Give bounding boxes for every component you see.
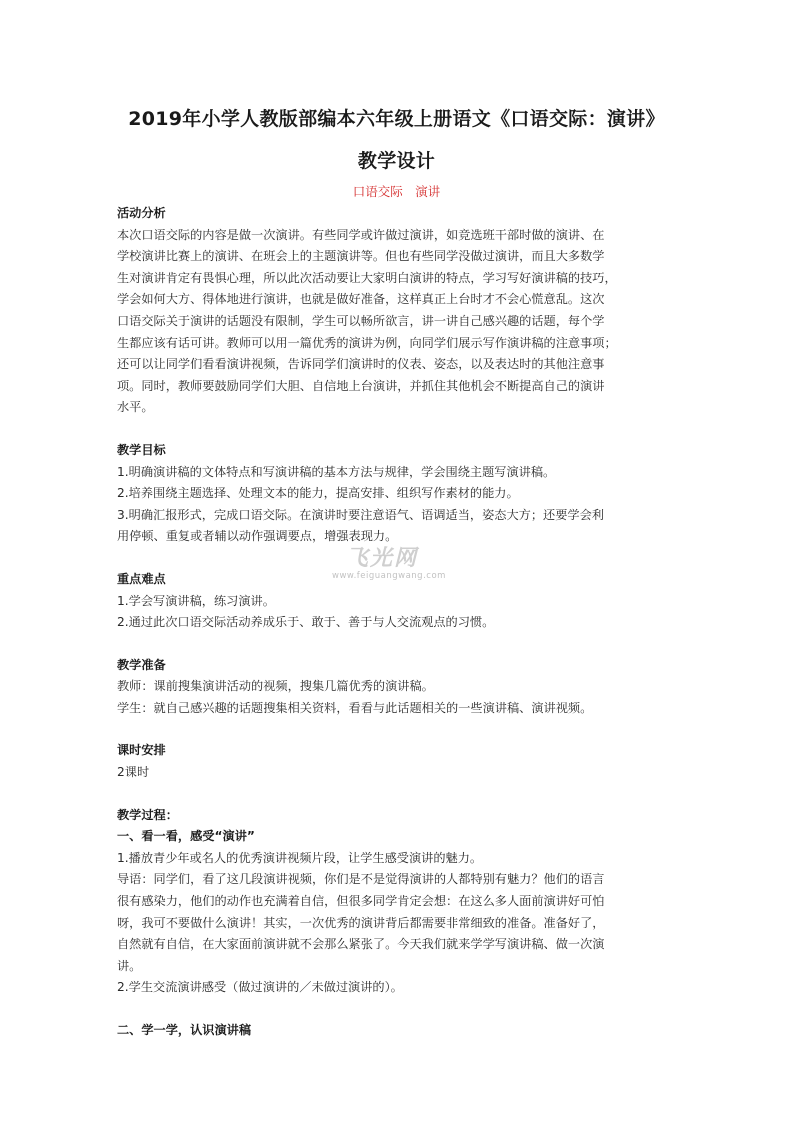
section-heading-key-points: 重点难点 xyxy=(117,571,166,586)
section-heading-process: 教学过程： xyxy=(117,807,178,822)
text-line: 2.学生交流演讲感受（做过演讲的／未做过演讲的）。 xyxy=(117,980,403,995)
text-line: 很有感染力，他们的动作也充满着自信，但很多同学肯定会想：在这么多人面前演讲好可怕 xyxy=(117,894,605,909)
preparation-item: 教师：课前搜集演讲活动的视频，搜集几篇优秀的演讲稿。 xyxy=(117,679,434,694)
process-step-2-heading: 二、学一学，认识演讲稿 xyxy=(117,1023,252,1037)
section-heading-analysis: 活动分析 xyxy=(117,206,166,220)
document-subtitle: 口语交际 演讲 xyxy=(352,184,441,199)
text-line: 导语：同学们，看了这几段演讲视频，你们是不是觉得演讲的人都特别有魅力？他们的语言 xyxy=(117,872,605,887)
text-line: 讲。 xyxy=(117,958,142,973)
document-body xyxy=(117,203,679,1042)
text-line: 生都应该有话可讲。教师可以用一篇优秀的演讲为例，向同学们展示写作演讲稿的注意事项； xyxy=(117,335,617,350)
text-line: 生对演讲肯定有畏惧心理，所以此次活动要让大家明白演讲的特点，学习写好演讲稿的技巧， xyxy=(117,270,617,285)
text-line: 1.播放青少年或名人的优秀演讲视频片段，让学生感受演讲的魅力。 xyxy=(117,850,483,865)
section-heading-schedule: 课时安排 xyxy=(117,743,166,758)
watermark-logo: 飞光网 xyxy=(346,546,419,571)
text-line: 自然就有自信，在大家面前演讲就不会那么紧张了。今天我们就来学学写演讲稿、做一次演 xyxy=(117,937,605,952)
goal-item-continued: 用停顿、重复或者辅以动作强调要点，增强表现力。 xyxy=(117,529,398,544)
key-point-item: 2.通过此次口语交际活动养成乐于、敢于、善于与人交流观点的习惯。 xyxy=(117,615,495,630)
analysis-paragraph xyxy=(117,225,679,419)
text-line: 本次口语交际的内容是做一次演讲。有些同学或许做过演讲，如竞选班干部时做的演讲、在 xyxy=(117,227,605,242)
schedule-value: 2课时 xyxy=(117,765,150,780)
watermark-url: www.feiguangwang.com xyxy=(332,571,446,581)
text-line: 还可以让同学们看看演讲视频，告诉同学们演讲时的仪表、姿态，以及表达时的其他注意事 xyxy=(117,357,605,372)
preparation-item: 学生：就自己感兴趣的话题搜集相关资料，看看与此话题相关的一些演讲稿、演讲视频。 xyxy=(117,700,593,715)
text-line: 项。同时，教师要鼓励同学们大胆、自信地上台演讲，并抓住其他机会不断提高自己的演讲 xyxy=(117,378,605,393)
key-point-item: 1.学会写演讲稿，练习演讲。 xyxy=(117,593,275,608)
document-title-line-1: 2019年小学人教版部编本六年级上册语文《口语交际：演讲》 xyxy=(128,108,665,130)
section-heading-goals: 教学目标 xyxy=(117,442,166,457)
text-line: 学校演讲比赛上的演讲、在班会上的主题演讲等。但也有些同学没做过演讲，而且大多数学 xyxy=(117,249,605,264)
document-title-line-2: 教学设计 xyxy=(357,150,436,172)
goal-item: 1.明确演讲稿的文体特点和写演讲稿的基本方法与规律，学会围绕主题写演讲稿。 xyxy=(117,464,556,479)
process-step-1-heading: 一、看一看，感受“演讲” xyxy=(117,829,255,844)
text-line: 呀，我可不要做什么演讲！其实，一次优秀的演讲背后都需要非常细致的准备。准备好了， xyxy=(117,915,605,930)
text-line: 口语交际关于演讲的话题没有限制，学生可以畅所欲言，讲一讲自己感兴趣的话题，每个学 xyxy=(117,313,605,328)
section-heading-preparation: 教学准备 xyxy=(117,657,166,672)
text-line: 水平。 xyxy=(117,400,154,415)
goal-item: 2.培养围绕主题选择、处理文本的能力，提高安排、组织写作素材的能力。 xyxy=(117,486,519,501)
goal-item: 3.明确汇报形式，完成口语交际。在演讲时要注意语气、语调适当，姿态大方；还要学会利 xyxy=(117,507,604,522)
text-line: 学会如何大方、得体地进行演讲，也就是做好准备，这样真正上台时才不会心慌意乱。这次 xyxy=(117,292,605,307)
